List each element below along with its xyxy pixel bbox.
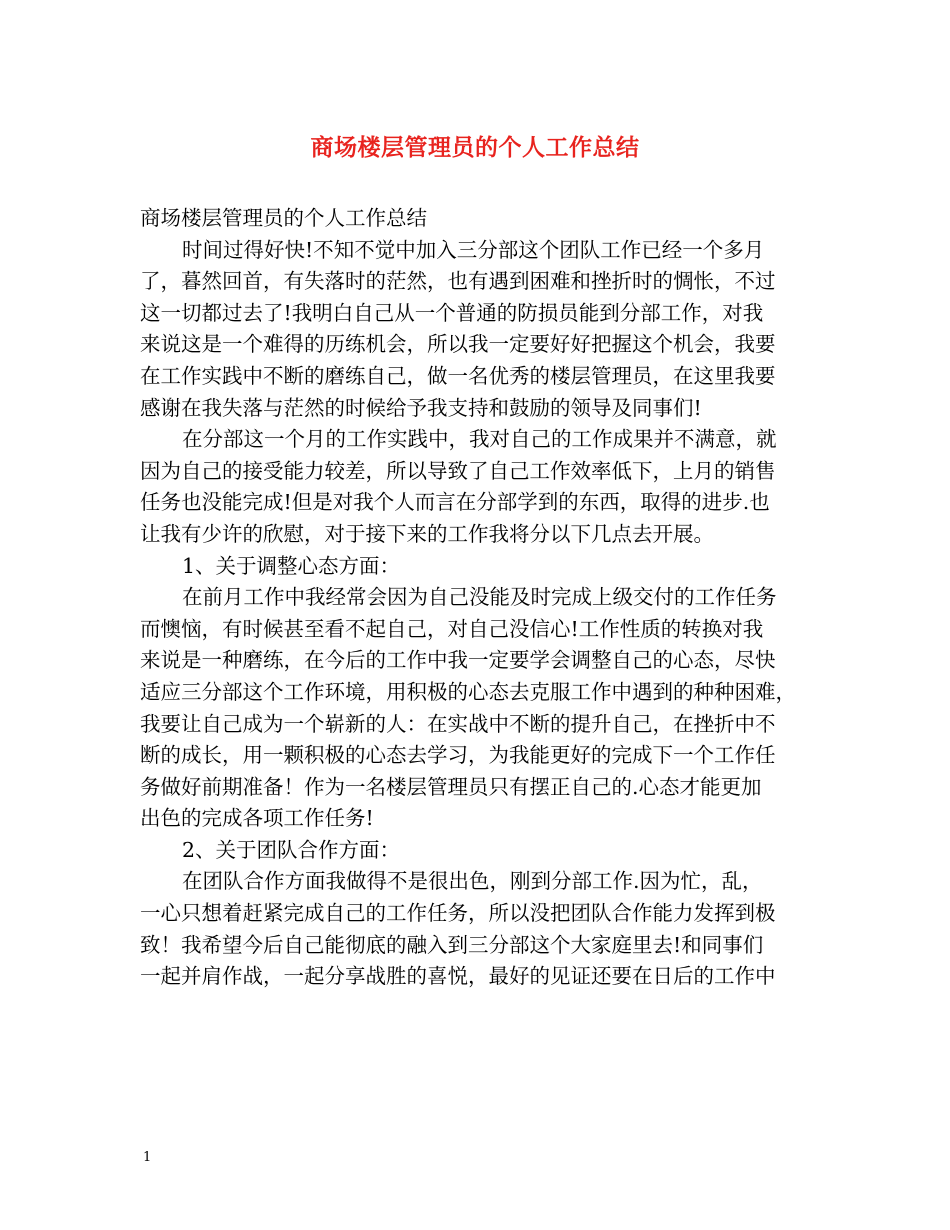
body-line: 感谢在我失落与茫然的时候给予我支持和鼓励的领导及同事们!: [140, 395, 702, 420]
body-line: 断的成长，用一颗积极的心态去学习，为我能更好的完成下一个工作任: [140, 743, 776, 768]
body-line: 1、关于调整心态方面：: [182, 553, 401, 578]
body-line: 在分部这一个月的工作实践中，我对自己的工作成果并不满意，就: [182, 427, 777, 452]
body-line: 2、关于团队合作方面：: [182, 837, 401, 862]
body-line: 因为自己的接受能力较差，所以导致了自己工作效率低下，上月的销售: [140, 458, 776, 483]
body-line: 了，暮然回首，有失落时的茫然，也有遇到困难和挫折时的惆怅，不过: [140, 269, 776, 294]
body-line: 这一切都过去了!我明白自己从一个普通的防损员能到分部工作，对我: [140, 300, 764, 325]
body-line: 时间过得好快!不知不觉中加入三分部这个团队工作已经一个多月: [182, 237, 765, 262]
body-line: 务做好前期准备！作为一名楼层管理员只有摆正自己的.心态才能更加: [140, 774, 762, 799]
body-line: 来说是一种磨练，在今后的工作中我一定要学会调整自己的心态，尽快: [140, 648, 776, 673]
body-line: 适应三分部这个工作环境，用积极的心态去克服工作中遇到的种种困难，: [140, 679, 796, 704]
body-line: 一心只想着赶紧完成自己的工作任务，所以没把团队合作能力发挥到极: [140, 901, 776, 926]
document-body: [140, 203, 820, 993]
body-line: 而懊恼，有时候甚至看不起自己，对自己没信心!工作性质的转换对我: [140, 616, 764, 641]
body-line: 出色的完成各项工作任务!: [140, 806, 374, 831]
body-line: 让我有少许的欣慰，对于接下来的工作我将分以下几点去开展。: [140, 521, 714, 546]
body-line: 在工作实践中不断的磨练自己，做一名优秀的楼层管理员，在这里我要: [140, 363, 776, 388]
body-line: 在前月工作中我经常会因为自己没能及时完成上级交付的工作任务: [182, 585, 777, 610]
body-line: 商场楼层管理员的个人工作总结: [140, 206, 427, 230]
document-title: 商场楼层管理员的个人工作总结: [310, 134, 640, 161]
body-line: 我要让自己成为一个崭新的人：在实战中不断的提升自己，在挫折中不: [140, 711, 776, 736]
page-number: 1: [143, 1150, 152, 1165]
body-line: 任务也没能完成!但是对我个人而言在分部学到的东西，取得的进步.也: [140, 490, 770, 515]
body-line: 致！我希望今后自己能彻底的融入到三分部这个大家庭里去!和同事们: [140, 932, 764, 957]
body-line: 一起并肩作战，一起分享战胜的喜悦，最好的见证还要在日后的工作中: [140, 964, 776, 989]
body-line: 在团队合作方面我做得不是很出色，刚到分部工作.因为忙，乱，: [182, 869, 763, 894]
body-line: 来说这是一个难得的历练机会，所以我一定要好好把握这个机会，我要: [140, 332, 776, 357]
